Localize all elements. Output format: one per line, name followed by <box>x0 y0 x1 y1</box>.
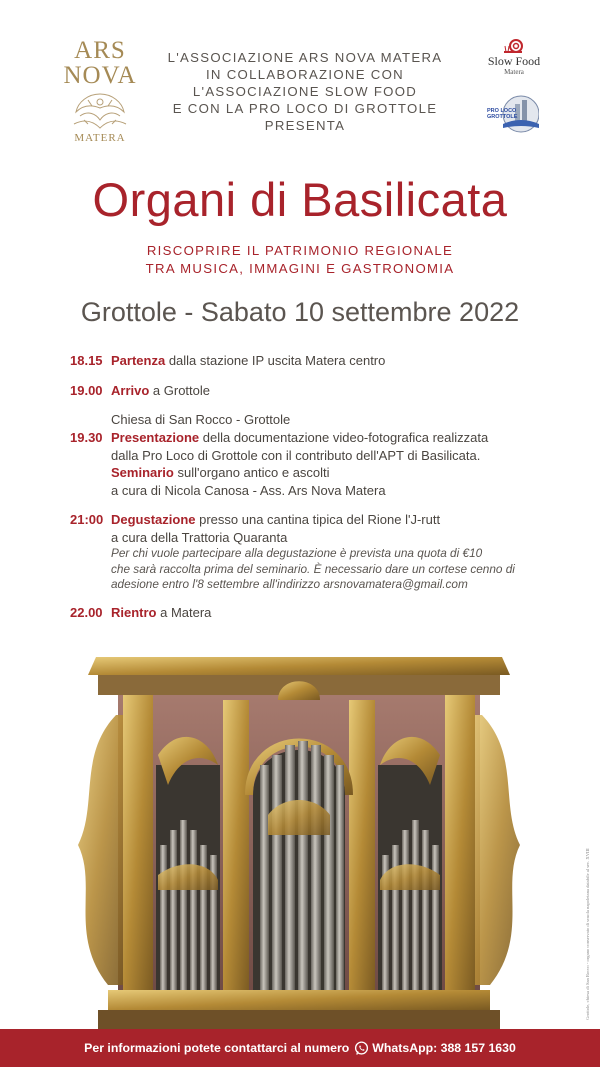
intro-line: L'ASSOCIAZIONE ARS NOVA MATERA <box>167 50 443 65</box>
schedule-keyword: Seminario <box>111 465 174 480</box>
ars-nova-logo-line1: ARS <box>74 37 126 64</box>
intro-text <box>150 49 460 134</box>
schedule-note: che sarà raccolta prima del seminario. È necessario dare un cortese cenno di <box>111 561 515 576</box>
snail-icon <box>502 38 526 54</box>
schedule-body <box>111 382 541 400</box>
intro-line: E CON LA PRO LOCO DI GROTTOLE <box>172 101 438 116</box>
schedule-text: a cura di Nicola Canosa - Ass. Ars Nova Matera <box>111 482 386 498</box>
photo-credit: Grottole, chiesa di San Rocco - organo conservato di scuola napoletana databile al sec. XVIII <box>585 848 590 1020</box>
schedule-text: sull'organo antico e ascolti <box>173 465 330 480</box>
schedule-time: 21:00 <box>70 512 104 527</box>
schedule-time: 22.00 <box>70 605 103 620</box>
page-title: Organi di Basilicata <box>92 173 508 226</box>
schedule-time: 18.15 <box>70 353 103 368</box>
ars-nova-logo-line2: NOVA <box>63 62 137 89</box>
schedule-keyword: Presentazione <box>111 430 200 445</box>
intro-line: PRESENTA <box>264 118 346 133</box>
slow-food-name: Slow Food <box>487 54 541 68</box>
schedule-body <box>111 429 541 499</box>
schedule-keyword: Rientro <box>111 605 157 620</box>
schedule-body <box>111 411 541 429</box>
whatsapp-number[interactable]: WhatsApp: 388 157 1630 <box>372 1041 516 1055</box>
intro-line: L'ASSOCIAZIONE SLOW FOOD <box>192 84 418 99</box>
subtitle-line: TRA MUSICA, IMMAGINI E GASTRONOMIA <box>145 260 455 276</box>
whatsapp-icon <box>354 1041 369 1056</box>
schedule-time: 19.00 <box>70 383 103 398</box>
schedule-time: 19.30 <box>70 430 103 445</box>
schedule-body <box>111 511 541 593</box>
event-date: Grottole - Sabato 10 settembre 2022 <box>80 297 520 327</box>
schedule-keyword: Degustazione <box>111 512 196 527</box>
header <box>0 0 600 150</box>
schedule-keyword: Partenza <box>111 353 166 368</box>
footer-bar <box>0 1029 600 1067</box>
schedule-text: a cura della Trattoria Quaranta <box>111 529 288 545</box>
organ-illustration <box>68 645 530 1030</box>
schedule-text: della documentazione video-fotografica realizzata <box>199 430 489 445</box>
schedule-note: Per chi vuole partecipare alla degustazione è prevista una quota di €10 <box>111 546 483 560</box>
subtitle-line: RISCOPRIRE IL PATRIMONIO REGIONALE <box>146 243 454 258</box>
ornament-icon <box>68 90 132 130</box>
footer-text: Per informazioni potete contattarci al numero <box>84 1041 350 1055</box>
venue-text: Chiesa di San Rocco - Grottole <box>111 412 291 427</box>
subtitle <box>0 242 600 277</box>
slow-food-city: Matera <box>504 68 524 76</box>
schedule-text: presso una cantina tipica del Rione l'J-rutt <box>195 512 441 527</box>
ars-nova-logo-city: MATERA <box>74 132 126 144</box>
schedule-body <box>111 604 541 622</box>
schedule-note: adesione entro l'8 settembre all'indirizzo arsnovamatera@gmail.com <box>111 577 468 591</box>
pro-loco-logo <box>487 94 539 134</box>
schedule-keyword: Arrivo <box>111 383 150 398</box>
pro-loco-text: PRO LOCO GROTTOLE <box>487 108 518 120</box>
schedule-text: dalla stazione IP uscita Matera centro <box>165 353 386 368</box>
schedule-text: a Grottole <box>149 383 210 398</box>
schedule-body <box>111 352 541 370</box>
ars-nova-logo <box>62 38 138 144</box>
intro-line: IN COLLABORAZIONE CON <box>205 67 405 82</box>
schedule-text: dalla Pro Loco di Grottole con il contributo dell'APT di Basilicata. <box>111 447 481 463</box>
slow-food-logo <box>478 38 550 77</box>
schedule-text: a Matera <box>156 605 212 620</box>
